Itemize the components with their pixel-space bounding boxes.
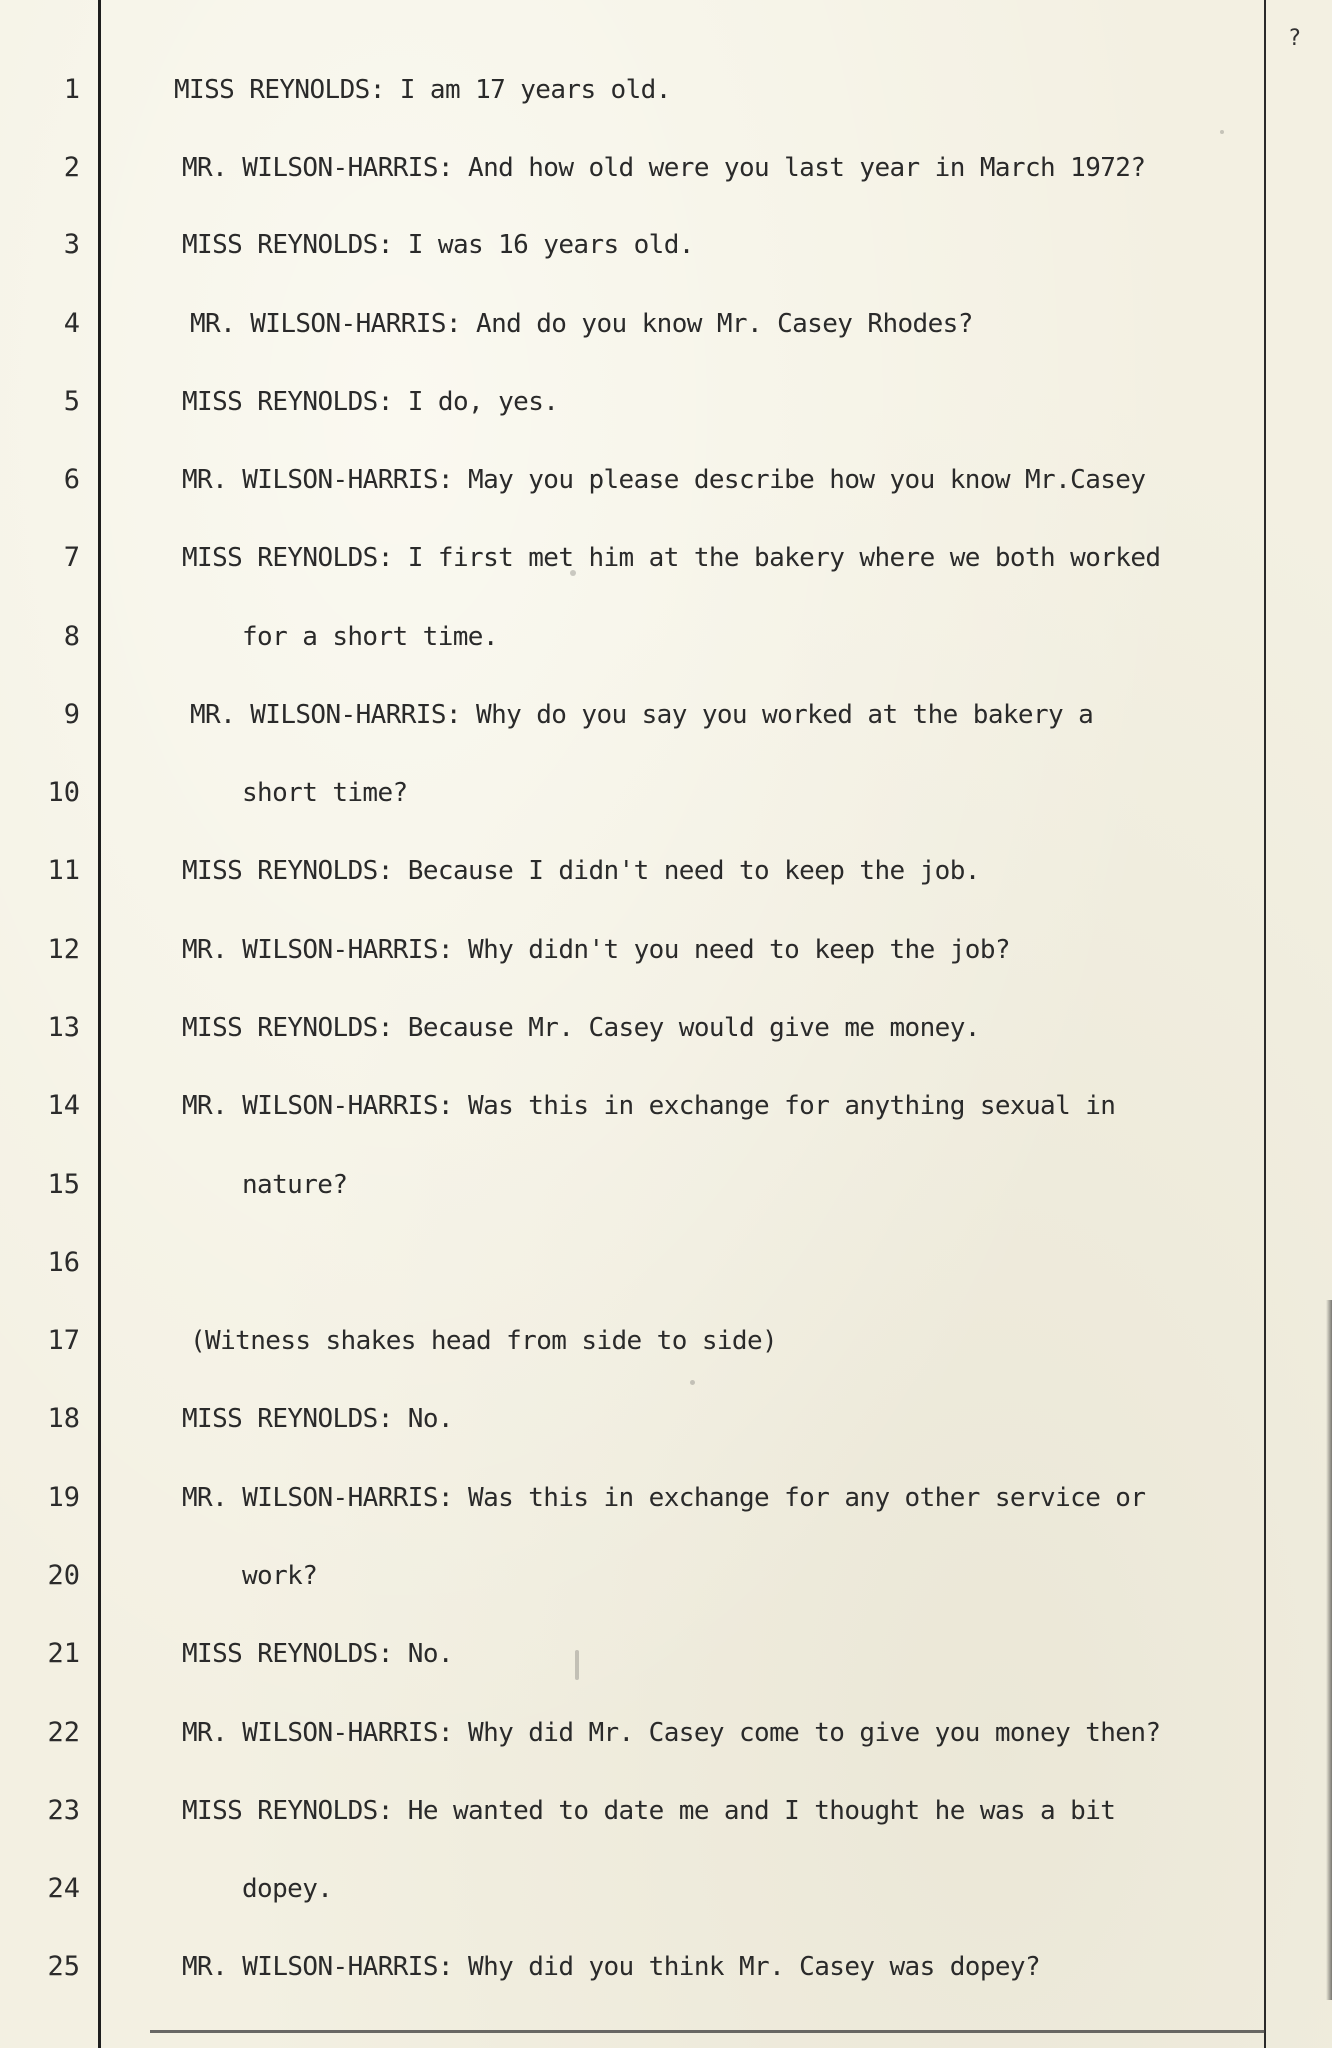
transcript-line: MR. WILSON-HARRIS: Why do you say you worked at the bakery a (190, 700, 1094, 730)
transcript-line: MISS REYNOLDS: Because Mr. Casey would give me money. (182, 1013, 980, 1043)
line-number: 14 (47, 1090, 80, 1121)
transcript-line: work? (242, 1561, 318, 1591)
line-number: 17 (47, 1325, 80, 1356)
line-number: 16 (47, 1247, 80, 1278)
transcript-line: MR. WILSON-HARRIS: Why did you think Mr. Casey was dopey? (182, 1952, 1041, 1982)
line-number: 5 (63, 386, 80, 417)
transcript-line: MISS REYNOLDS: I was 16 years old. (182, 230, 694, 260)
line-number: 4 (63, 308, 80, 339)
transcript-line: (Witness shakes head from side to side) (190, 1326, 778, 1356)
left-margin-rule (98, 0, 101, 2048)
bottom-rule (150, 2030, 1265, 2033)
line-number: 7 (63, 542, 80, 573)
line-number: 18 (47, 1403, 80, 1434)
line-number: 25 (47, 1951, 80, 1982)
paper-speck (690, 1380, 695, 1385)
line-number: 13 (47, 1012, 80, 1043)
transcript-line: short time? (242, 778, 408, 808)
corner-mark: ? (1288, 26, 1302, 51)
line-number: 9 (63, 699, 80, 730)
line-number: 3 (63, 229, 80, 260)
transcript-line: MISS REYNOLDS: Because I didn't need to keep the job. (182, 856, 980, 886)
transcript-line: MISS REYNOLDS: No. (182, 1639, 453, 1669)
transcript-line: MR. WILSON-HARRIS: Was this in exchange for any other service or (182, 1483, 1146, 1513)
transcript-line: MISS REYNOLDS: I first met him at the bakery where we both worked (182, 543, 1161, 573)
paper-speck (1220, 130, 1224, 134)
transcript-line: MISS REYNOLDS: No. (182, 1404, 453, 1434)
line-number: 19 (47, 1482, 80, 1513)
transcript-line: MISS REYNOLDS: He wanted to date me and I thought he was a bit (182, 1796, 1116, 1826)
line-number: 2 (63, 152, 80, 183)
transcript-line: dopey. (242, 1874, 333, 1904)
line-number: 8 (63, 621, 80, 652)
line-number: 15 (47, 1169, 80, 1200)
line-number: 24 (47, 1873, 80, 1904)
transcript-line: MISS REYNOLDS: I do, yes. (182, 387, 559, 417)
transcript-line: MR. WILSON-HARRIS: Why didn't you need to keep the job? (182, 935, 1010, 965)
transcript-line: MR. WILSON-HARRIS: And do you know Mr. Casey Rhodes? (190, 309, 973, 339)
line-number: 23 (47, 1795, 80, 1826)
line-number: 6 (63, 464, 80, 495)
line-number: 22 (47, 1717, 80, 1748)
transcript-line: nature? (242, 1170, 348, 1200)
line-number: 12 (47, 934, 80, 965)
line-number: 21 (47, 1638, 80, 1669)
transcript-line: MR. WILSON-HARRIS: May you please describe how you know Mr.Casey (182, 465, 1146, 495)
right-margin-rule (1264, 0, 1266, 2048)
line-number: 20 (47, 1560, 80, 1591)
transcript-line: MR. WILSON-HARRIS: Why did Mr. Casey come to give you money then? (182, 1718, 1161, 1748)
line-number: 11 (47, 855, 80, 886)
transcript-line: MR. WILSON-HARRIS: Was this in exchange for anything sexual in (182, 1091, 1116, 1121)
transcript-line: MR. WILSON-HARRIS: And how old were you last year in March 1972? (182, 153, 1146, 183)
line-number: 10 (47, 777, 80, 808)
page-edge-shadow (1326, 1300, 1332, 2000)
transcript-line: MISS REYNOLDS: I am 17 years old. (174, 75, 671, 105)
transcript-line: for a short time. (242, 622, 498, 652)
line-number: 1 (63, 74, 80, 105)
